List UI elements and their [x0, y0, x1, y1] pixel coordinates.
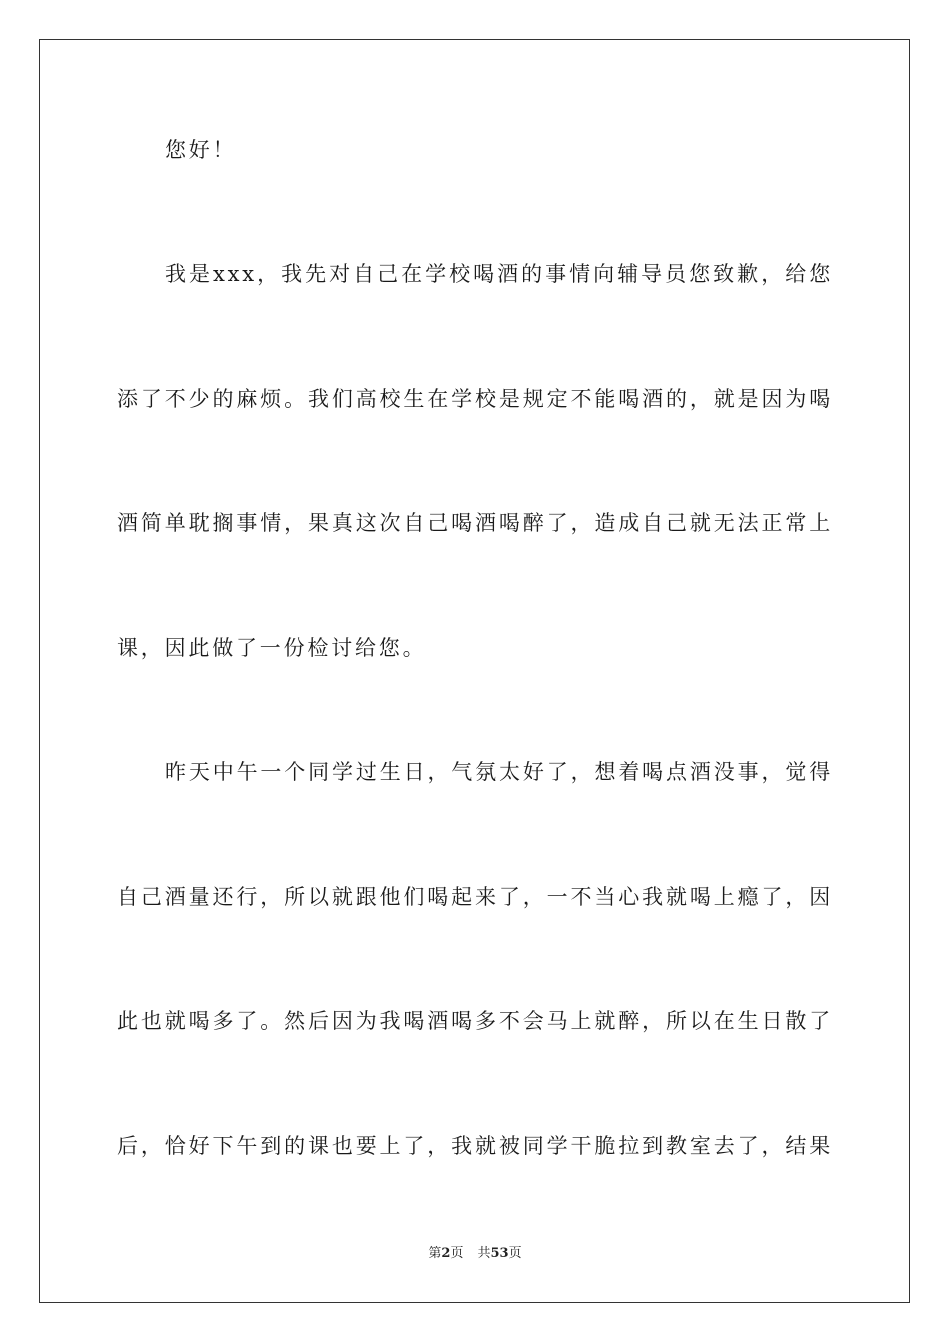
- paragraph-2-line-4: 后，恰好下午到的课也要上了，我就被同学干脆拉到教室去了，结果: [117, 1134, 833, 1158]
- paragraph-1-line-1: 我是xxx，我先对自己在学校喝酒的事情向辅导员您致歉，给您: [165, 262, 833, 286]
- page-suffix: 页: [450, 1246, 464, 1261]
- total-pages: 53: [490, 1246, 509, 1261]
- paragraph-2-line-3: 此也就喝多了。然后因为我喝酒喝多不会马上就醉，所以在生日散了: [117, 1009, 833, 1033]
- paragraph-1-line-3: 酒简单耽搁事情，果真这次自己喝酒喝醉了，造成自己就无法正常上: [117, 511, 833, 535]
- page-prefix: 第: [428, 1246, 442, 1261]
- page-frame: [39, 39, 910, 1303]
- paragraph-2-line-2: 自己酒量还行，所以就跟他们喝起来了，一不当心我就喝上瘾了，因: [117, 885, 833, 909]
- page-footer: [0, 1245, 950, 1263]
- paragraph-1-line-2: 添了不少的麻烦。我们高校生在学校是规定不能喝酒的，就是因为喝: [117, 387, 833, 411]
- paragraph-1-line-4: 课，因此做了一份检讨给您。: [117, 636, 427, 660]
- page-number: 2: [441, 1246, 451, 1261]
- paragraph-2-line-1: 昨天中午一个同学过生日，气氛太好了，想着喝点酒没事，觉得: [165, 760, 833, 784]
- total-prefix: 共: [477, 1246, 491, 1261]
- total-suffix: 页: [508, 1246, 522, 1261]
- greeting-line: 您好！: [165, 138, 237, 162]
